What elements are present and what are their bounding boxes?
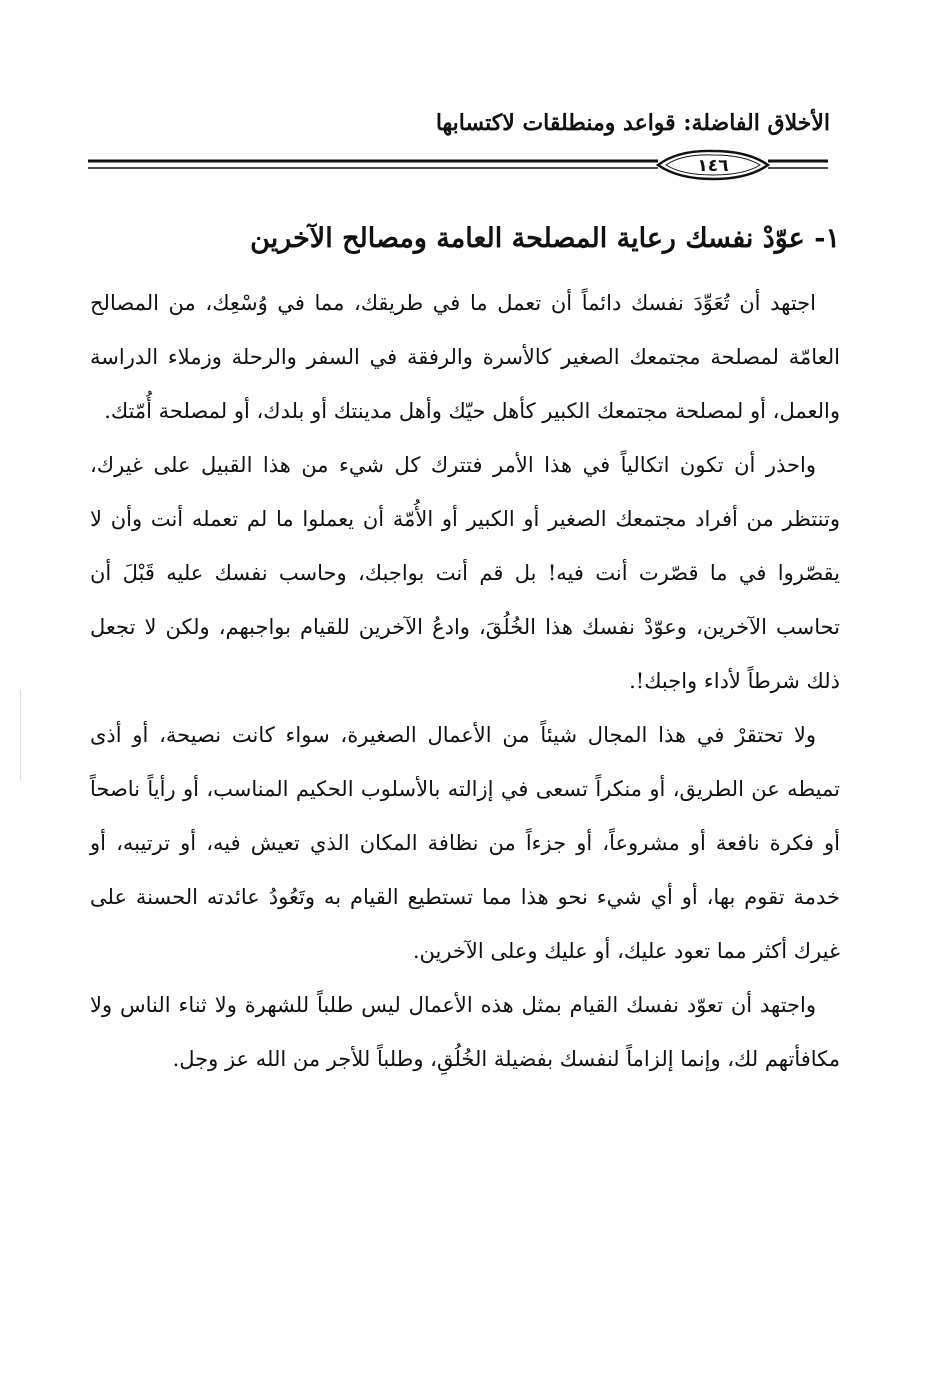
header-rule-with-page-number [88, 148, 828, 182]
paragraph: واجتهد أن تعوّد نفسك القيام بمثل هذه الأعمال ليس طلباً للشهرة ولا ثناء الناس ولا مكافأتهم لك، وإنما إلزاماً لنفسك بفضيلة الخُلُقِ، وطلباً للأجر من الله عز وجل. [90, 993, 840, 1071]
paragraph: اجتهد أن تُعَوِّدَ نفسك دائماً أن تعمل ما في طريقك، مما في وُسْعِك، من المصالح العامّة لمصلحة مجتمعك الصغير كالأسرة والرفقة في السفر والرحلة وزملاء الدراسة والعمل، أو لمصلحة مجتمعك الكبير كأهل حيّك وأهل مدينتك أو بلدك، أو لمصلحة أُمّتك. [90, 291, 840, 423]
section-heading: ١- عوّدْ نفسك رعاية المصلحة العامة ومصالح الآخرين [250, 223, 840, 254]
body-text [90, 276, 840, 1086]
paragraph: ولا تحتقرْ في هذا المجال شيئاً من الأعمال الصغيرة، سواء كانت نصيحة، أو أذى تميطه عن الطريق، أو منكراً تسعى في إزالته بالأسلوب الحكيم المناسب، أو رأياً ناصحاً أو فكرة نافعة أو مشروعاً، أو جزءاً من نظافة المكان الذي تعيش فيه، أو ترتيبه، أو خدمة تقوم بها، أو أي شيء نحو هذا مما تستطيع القيام به وتَعُودُ عائدته الحسنة على غيرك أكثر مما تعود عليك، أو عليك وعلى الآخرين. [90, 723, 840, 963]
page-number: ١٤٦ [697, 156, 729, 176]
paragraph: واحذر أن تكون اتكالياً في هذا الأمر فتترك كل شيء من هذا القبيل على غيرك، وتنتظر من أفراد مجتمعك الصغير أو الكبير أو الأُمّة أن يعملوا ما لم تعمله أنت وأن لا يقصّروا في ما قصّرت أنت فيه! بل قم أنت بواجبك، وحاسب نفسك عليه قَبْلَ أن تحاسب الآخرين، وعوّدْ نفسك هذا الخُلُقَ، وادعُ الآخرين للقيام بواجبهم، ولكن لا تجعل ذلك شرطاً لأداء واجبك!. [90, 453, 840, 693]
scan-margin-line [20, 690, 21, 780]
running-header-title: الأخلاق الفاضلة: قواعد ومنطلقات لاكتسابها [435, 110, 830, 136]
